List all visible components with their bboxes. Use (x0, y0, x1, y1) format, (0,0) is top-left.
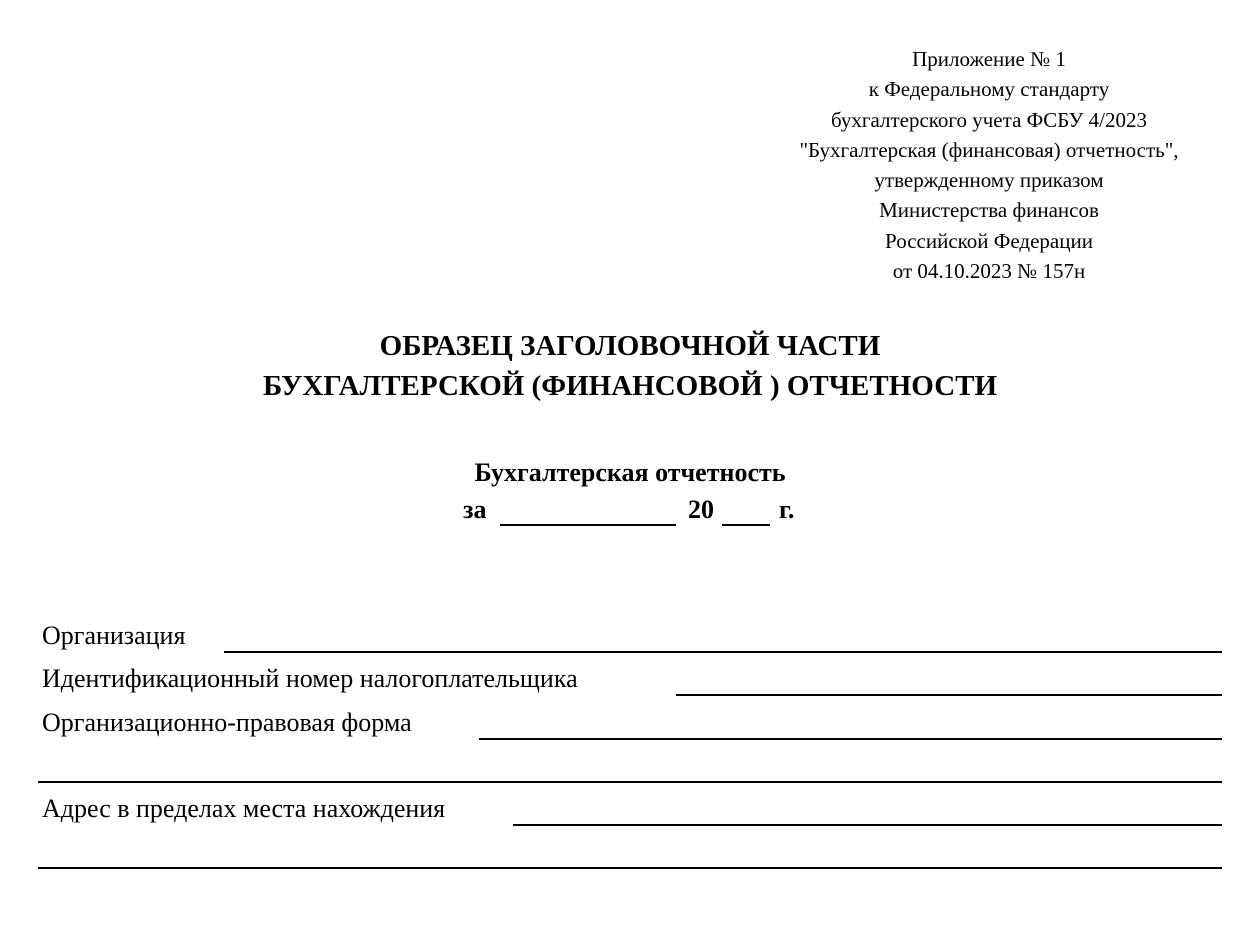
address-label: Адрес в пределах места нахождения (42, 794, 446, 823)
document-title (0, 326, 1260, 406)
legal-form-continuation-field[interactable] (38, 781, 1222, 783)
appendix-line: "Бухгалтерская (финансовая) отчетность", (799, 137, 1179, 162)
appendix-header (760, 44, 1218, 286)
legal-form-label: Организационно-правовая форма (42, 708, 412, 737)
organization-label: Организация (42, 621, 186, 650)
appendix-line: Российской Федерации (885, 228, 1093, 253)
appendix-line: к Федеральному стандарту (868, 77, 1110, 102)
appendix-line: Министерства финансов (879, 198, 1099, 223)
address-continuation-field[interactable] (38, 867, 1222, 869)
appendix-line: утвержденному приказом (874, 168, 1104, 193)
inn-field[interactable] (676, 694, 1222, 696)
address-field[interactable] (513, 824, 1222, 826)
legal-form-field[interactable] (479, 738, 1222, 740)
period-prefix: за (463, 495, 487, 524)
report-heading: Бухгалтерская отчетность (474, 458, 786, 487)
appendix-line: бухгалтерского учета ФСБУ 4/2023 (830, 107, 1148, 132)
appendix-line: от 04.10.2023 № 157н (892, 259, 1086, 284)
year-blank[interactable] (722, 524, 770, 526)
period-blank[interactable] (500, 524, 676, 526)
appendix-line: Приложение № 1 (912, 47, 1066, 71)
year-prefix: 20 (688, 495, 714, 524)
year-suffix: г. (779, 495, 795, 524)
organization-field[interactable] (224, 651, 1222, 653)
inn-label: Идентификационный номер налогоплательщика (42, 664, 578, 693)
document-title-line-2: БУХГАЛТЕРСКОЙ (ФИНАНСОВОЙ ) ОТЧЕТНОСТИ (262, 370, 998, 402)
document-title-line-1: ОБРАЗЕЦ ЗАГОЛОВОЧНОЙ ЧАСТИ (379, 330, 881, 362)
